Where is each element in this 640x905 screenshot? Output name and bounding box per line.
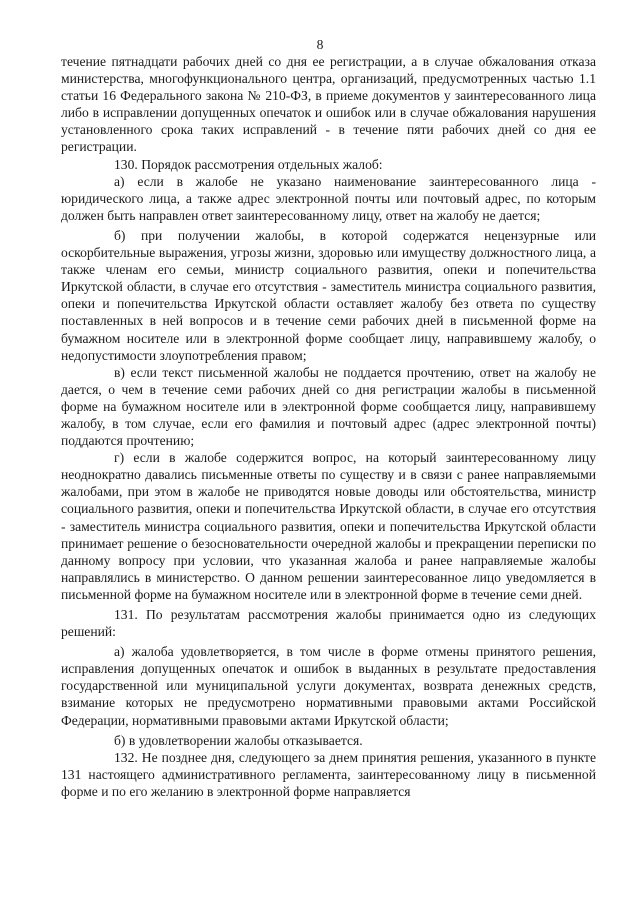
paragraph-131-a: а) жалоба удовлетворяется, в том числе в форме отмены принятого решения, исправления допущенных опечаток и ошибок в выданных в результате предоставления государственной или муниципальной услуги документах, возврата денежных средств, взимание которых не предусмотрено нормативными правовыми актами Российской Федерации, нормативными правовыми актами Иркутской области; [61,644,596,728]
paragraph-131-b: б) в удовлетворении жалобы отказывается. [114,732,363,748]
paragraph-130-heading: 130. Порядок рассмотрения отдельных жалоб: [114,156,383,172]
paragraph-132: 132. Не позднее дня, следующего за днем принятия решения, указанного в пункте 131 настоящего административного регламента, заинтересованному лицу в письменной форме и по его желанию в электронной форме направляется [61,749,596,799]
paragraph-130-a: а) если в жалобе не указано наименование заинтересованного лица - юридического лица, а также адрес электронной почты или почтовый адрес, по которым должен быть направлен ответ заинтересованному лицу, ответ на жалобу не дается; [61,173,596,223]
paragraph-130-v: в) если текст письменной жалобы не поддается прочтению, ответ на жалобу не дается, о чем в течение семи рабочих дней со дня регистрации жалобы в письменной форме на бумажном носителе или в электронной форме сообщается лицу, направившему жалобу, в том случае, если его фамилия и почтовый адрес (адрес электронной почты) поддаются прочтению; [61,364,596,449]
document-body [61,53,596,800]
paragraph-continuation: течение пятнадцати рабочих дней со дня ее регистрации, а в случае обжалования отказа министерства, многофункционального центра, организаций, предусмотренных частью 1.1 статьи 16 Федерального закона № 210-ФЗ, в приеме документов у заинтересованного лица либо в исправлении допущенных опечаток и ошибок или в случае обжалования нарушения установленного срока таких исправлений - в течение пяти рабочих дней со дня ее регистрации. [61,54,596,155]
paragraph-131-heading: 131. По результатам рассмотрения жалобы принимается одно из следующих решений: [61,607,596,640]
page-number: 8 [316,37,324,52]
paragraph-130-b: б) при получении жалобы, в которой содержатся нецензурные или оскорбительные выражения, угрозы жизни, здоровью или имуществу должностного лица, а также членам его семьи, министр социального развития, опеки и попечительства Иркутской области, в случае его отсутствия - заместитель министра социального развития, опеки и попечительства Иркутской области оставляет жалобу без ответа по существу поставленных в ней вопросов и в течение семи рабочих дней в письменной форме на бумажном носителе или в электронной форме сообщает лицу, направившему жалобу, о недопустимости злоупотребления правом; [61,227,596,363]
paragraph-130-g: г) если в жалобе содержится вопрос, на который заинтересованному лицу неоднократно давались письменные ответы по существу и в связи с ранее направляемыми жалобами, при этом в жалобе не приводятся новые доводы или обстоятельства, министр социального развития, опеки и попечительства Иркутской области, в случае его отсутствия - заместитель министра социального развития, опеки и попечительства Иркутской области принимает решение о безосновательности очередной жалобы и прекращении переписки по данному вопросу при условии, что указанная жалоба и ранее направляемые жалобы направлялись в министерство. О данном решении заинтересованное лицо уведомляется в письменной форме на бумажном носителе или в электронной форме в течение семи дней. [61,450,596,602]
